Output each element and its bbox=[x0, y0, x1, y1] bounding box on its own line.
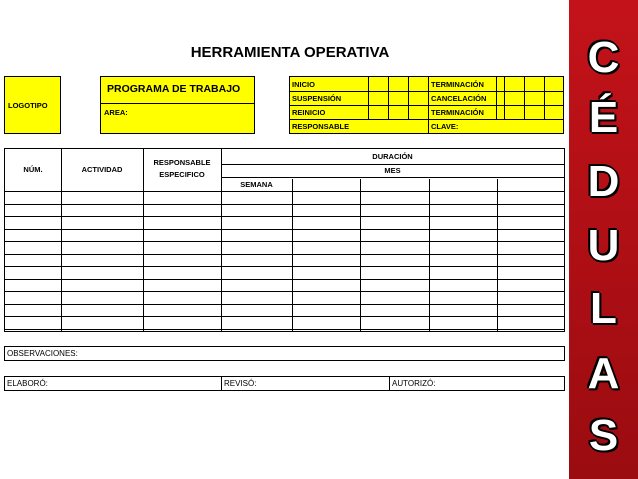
grid-col-line bbox=[360, 179, 361, 331]
table-row-line bbox=[5, 266, 564, 267]
status-right-label: CLAVE: bbox=[431, 122, 459, 131]
month-header: MES bbox=[384, 166, 401, 175]
area-label: AREA: bbox=[104, 108, 128, 117]
table-row-line bbox=[5, 204, 564, 205]
duration-header: DURACIÓN bbox=[372, 152, 413, 161]
status-col-line bbox=[388, 77, 389, 119]
banner-letter: U bbox=[587, 221, 620, 270]
status-left-label: INICIO bbox=[292, 80, 315, 89]
status-row-line bbox=[290, 119, 563, 120]
table-row-line bbox=[5, 316, 564, 317]
status-col-line bbox=[428, 77, 429, 133]
cedulas-banner bbox=[569, 0, 638, 479]
banner-letter: A bbox=[587, 349, 620, 398]
status-row-line bbox=[290, 105, 563, 106]
sign-divider-1 bbox=[221, 377, 222, 390]
grid-line-header bbox=[5, 191, 564, 192]
banner-letter: S bbox=[588, 411, 619, 460]
table-row-line bbox=[5, 216, 564, 217]
status-left-label: REINICIO bbox=[292, 108, 326, 117]
status-left-label: RESPONSABLE bbox=[292, 122, 350, 131]
page-title: HERRAMIENTA OPERATIVA bbox=[190, 44, 390, 61]
status-row-line bbox=[290, 91, 563, 92]
table-row-line bbox=[5, 279, 564, 280]
sign-divider-2 bbox=[389, 377, 390, 390]
status-right-label: CANCELACIÓN bbox=[431, 94, 487, 103]
grid-line-duration bbox=[221, 164, 564, 165]
banner-letter: L bbox=[590, 284, 617, 333]
table-row-line bbox=[5, 241, 564, 242]
made-by-label: ELABORÓ: bbox=[7, 379, 48, 388]
status-col-line bbox=[544, 77, 545, 119]
logo-label: LOGOTIPO bbox=[8, 101, 48, 110]
status-right-label: TERMINACIÓN bbox=[431, 80, 484, 89]
activity-grid bbox=[4, 148, 565, 332]
col-responsible-header: RESPONSABLE ESPECIFICO bbox=[153, 158, 211, 179]
col-num-header: NÚM. bbox=[23, 165, 43, 174]
col-activity-header: ACTIVIDAD bbox=[81, 165, 123, 174]
banner-letter: C bbox=[587, 33, 620, 82]
status-left-label: SUSPENSIÓN bbox=[292, 94, 342, 103]
status-col-line bbox=[496, 77, 497, 119]
banner-letter: É bbox=[588, 93, 619, 142]
program-divider bbox=[101, 103, 254, 104]
observations-box bbox=[4, 346, 565, 361]
table-row-line bbox=[5, 304, 564, 305]
grid-line-month bbox=[221, 177, 564, 178]
status-col-line bbox=[524, 77, 525, 119]
logo-box bbox=[4, 76, 61, 134]
authorized-by-label: AUTORIZÓ: bbox=[392, 379, 436, 388]
status-col-line bbox=[504, 77, 505, 119]
table-row-line bbox=[5, 291, 564, 292]
program-label: PROGRAMA DE TRABAJO bbox=[107, 83, 241, 95]
grid-col-line bbox=[429, 179, 430, 331]
status-col-line bbox=[408, 77, 409, 119]
grid-col-line bbox=[292, 179, 293, 331]
table-row-line bbox=[5, 229, 564, 230]
grid-col-line bbox=[497, 179, 498, 331]
status-right-label: TERMINACIÓN bbox=[431, 108, 484, 117]
status-col-line bbox=[368, 77, 369, 119]
observations-label: OBSERVACIONES: bbox=[7, 349, 78, 358]
status-grid bbox=[289, 76, 564, 134]
reviewed-by-label: REVISÓ: bbox=[224, 379, 257, 388]
banner-letter: D bbox=[587, 157, 620, 206]
table-row-line bbox=[5, 254, 564, 255]
signatures-box bbox=[4, 376, 565, 391]
table-row-line bbox=[5, 329, 564, 330]
week-header: SEMANA bbox=[240, 180, 273, 189]
program-box bbox=[100, 76, 255, 134]
